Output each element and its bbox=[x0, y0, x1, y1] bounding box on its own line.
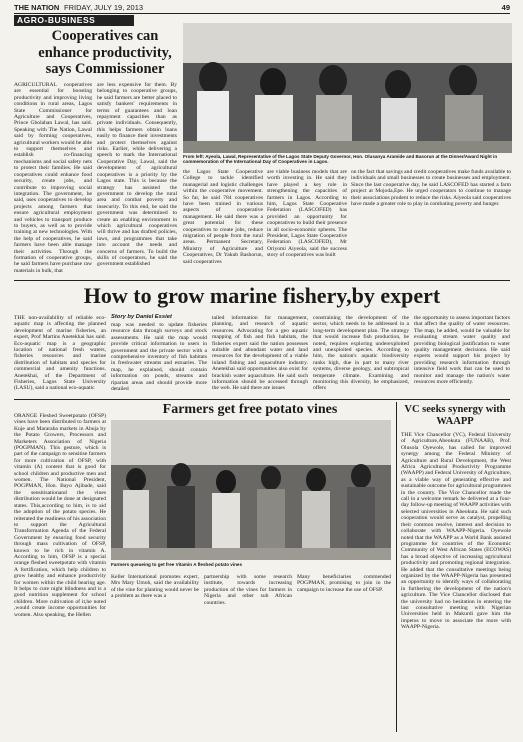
story3-col2: Keller International promotes expert, Mrs Mary Umoh, said the availability of the vine for planting would never be a problem as there was a bbox=[111, 574, 199, 600]
story3-headline: Farmers get free potato vines bbox=[162, 402, 338, 417]
section-label: AGRO-BUSINESS bbox=[17, 15, 96, 25]
masthead-rule bbox=[14, 13, 510, 14]
divider-2 bbox=[14, 399, 510, 400]
story3-col4: Many beneficiaries commended POGPMAN, promising to join in the campaign to increase the use of OFSP. bbox=[297, 574, 391, 593]
story3-col3: partnership with some research institute, towards increasing production of the vines for farmers in Nigeria and other sub African countries. bbox=[204, 574, 292, 606]
story3-col1: ORANGE Fleshed Sweetpotato (OFSP) vines have been distributed to farmers at Kuje and Mararaba markets in Abuja by the Potato Growers, Processors and Marketers Association of Nigeria (POGPMAN). This gesture, which is part of the campaign to sensitise farmers for more cultivation of OFSP, with vitamin (A) content that is good for school children and productive men and women. The National President, POGPMAN, Hon. Bayo Ajibade, said the sensitisationand the vines distribution would be done at designated states. This,according to him, is to aid the adoption of the potato species. He reiterated the readiness of his association to support the Agricultural Transformation Agenda of the Federal Government by ensuring food security through mass cultivation of OFSP, known to be rich in vitamin A. According to him, OFSP is a special orange fleshed sweetpotato with vitamin A fortification, which help children to grow healthy and enhance productivity for women within the child bearing age. It helps to cure night blindness and is a good nutrition supplement for school children. More cultivation of it,he noted ,would create income opportunities for women. Also speaking, the Hellen bbox=[14, 413, 106, 618]
story3-photo bbox=[111, 420, 391, 560]
masthead bbox=[14, 3, 510, 13]
page-number: 49 bbox=[501, 3, 510, 12]
story1-col1: AGRICULTURAL cooperatives are essential for boosting productivity and improving living conditions in rural areas, Lagos State Commissioner for Agriculture and Cooperatives, Prince Gbolahan Lawal, has said. Speaking with The Nation, Lawal said by forming cooperatives, agricultural workers would be able to support themselves and establish co-financing mechanisms and social safety nets to protect their families. He said cooperatives could enhance food security, create jobs, and contribute to improving social integration. The government, he said, uses cooperatives to develop projects among farmers that ensure agricultural employment and vehicles to transport produce to buyers, as well as to provide training at new technologies. With the help of cooperatives, he said farmers have been able manage their activities. Through the formation of cooperative groups, he said farmers have purchase raw materials in bulk, that bbox=[14, 82, 92, 274]
column-divider bbox=[396, 402, 397, 732]
paper-date: FRIDAY, JULY 19, 2013 bbox=[64, 3, 144, 12]
paper-name: THE NATION bbox=[14, 3, 60, 12]
story2-col4: constraining the development of the sector, which needs to be addressed in a long-term development plan. The strategy that would increase fish production, he noted, requires exploring underexploited and unexploited species. According to him, the nation's aquatic biodiversity ranks high, due in part to many river systems, diverse geology, and subtropical temperate climate. Examining and monitoring this diversity, he emphasized, offers bbox=[313, 315, 409, 392]
story1-photo bbox=[183, 23, 512, 153]
story1-col4: are viable business models that are worth investing in. He said they have played a key role in strengthening the capacities of farmers in Lagos. According to him, Lagos State Cooperative Federation (LASCOFED) has provided an opportunity for cooperatives to build their presence in all socio-economic spheres. The President, Lagos State Cooperative Federation (LASCOFED), Mr Oriyomi Aiyeola, said the success story of cooperatives was built bbox=[267, 169, 347, 259]
photo-people-image bbox=[183, 23, 512, 153]
story3-caption: Farmers queueing to get free Vitamin A fleshed potato vines bbox=[111, 562, 243, 567]
story1-col3: the Lagos State Cooperative College to tackle identified managerial and logistic challenges within the cooperative movement. So far, he said 784 cooperatives have been trained in various aspects of cooperative management. He said there was a great potential for these cooperatives to create jobs, reduce migration of people from the rural areas. Permanent Secretary, Ministry of Agriculture and Cooperatives, Dr Yakub Bashorun, said cooperatives bbox=[183, 169, 263, 265]
story2-col1: THE non-availability of reliable eco-aquatic map is affecting the planned development of marine fisheries, an expert, Prof Martins Anetekhai has said. Eco-aquatic map is a geographic location of national fresh waters, fisheries resources and marine distribution of habitats and species for commercial and amenity functions. Anetekhai, of the Department of Fisheries, Lagos State University (LASU), said a national eco-aquatic bbox=[14, 315, 106, 392]
divider-1 bbox=[14, 280, 510, 281]
story4-headline: VC seeks synergy with WAAPP bbox=[404, 404, 506, 427]
story2-byline: Story by Daniel Essiet bbox=[111, 314, 172, 320]
story1-caption: From left: Ayeola, Lawal, Representative of the Lagos State Deputy Governor, Hon. Olusanya Aramide and Basorun at the Dinner/Award Night in commemoration of the International Day of Cooperatives in Lagos. bbox=[183, 154, 498, 165]
story4-body: THE Vice Chancellor (VC), Federal University of Agriculture,Abeokuta (FUNAAB), Prof. Olusola Oyewole, has called for improved synergy among the Federal Ministry of Agriculture and Rural Development, the West Africa Agricultural Productivity Programme (WAAPP) and Federal University of Agriculture, as a viable way of generating effective and sustainable outcome for agricultural programmes in the country. The Vice Chancellor made the call in a welcome remark he delivered at a four-day follow-up meeting of WAAPP activities with selected universities in Abeokuta. He said such cooperation would serve as catalyst, propelling their common resolve, interest and decision to collaborate with WAAPP-Nigeria. Oyewole noted that the WAAPP as a World Bank assisted programme for countries of the Economic Community of West African States (ECOWAS) has a broad objective of increasing agricultural productivity and promoting regional integration. He added that the consultative meetings being organized by the WAAPP-Nigeria has presented an opportunity to identify ways of collaborating in furthering the development of the nation's agriculture. The Vice Chancellor disclosed that the university had no hesitation in entering the last consultative meeting with Nigerian Universities held in Makurdi gave him the impetus to move to associate the more with WAAPP-Nigeria. bbox=[401, 432, 511, 631]
story2-col3: tailed information for management, planning, and research of aquatic resources. Advocating for a geo aquatic mapping of fish and fish habitats, the fisheries expert said the nation possesses suitable and abundant water and land resources for the development of a viable inland fishing and aquaculture industry. Anetekhai said opportunities also exist for brackish water aquaculture. He said such information should be accessed through the web. He said there are issues bbox=[212, 315, 308, 392]
story2-col5: the opportunity to assess important factors that affect the quality of water resources. The map, he added, would be valuable for evaluating stream water quality and providing biological justification to water quality management decisions. He said experts would support his project by providing research information through intensive field work that can be used to monitor and manage the nation's water resources more efficiently. bbox=[414, 315, 510, 386]
story2-headline: How to grow marine fishery,by expert bbox=[83, 283, 441, 308]
story1-col5: on the fact that savings and credit cooperatives make funds available to individuals and small businesses to create businesses and employment. Since the last cooperative day, he said LASCOFED has started a farm project at Mojoda,Epe. He urged cooperators to continue to manage their associations prudent to reduce the risks. Aiyeola said cooperatives have made a greater role to play in combating poverty and hunger. bbox=[351, 169, 511, 208]
story1-col2: are less expensive for them. By belonging to cooperative groups, he said farmers are better placed to satisfy bankers' requirements in terms of guarantees and loan repayment capacities than as private individuals. Consequently, this helps farmers obtain loans easily to finance their investments and protect themselves against risks. Earlier, while delivering a speech to mark the International Cooperative Day, Lawal, said the development of agricultural cooperatives is a priority by the Lagos state. This is because the strategy has assisted the government to develop the rural area and combat poverty and insecurity. To this end, he said the government was determined to create an enabling environment in which agricultural cooperatives will thrive and has drafted policies, laws, and programmes that take into account the needs and concerns of farmers. To build the skills of cooperators, he said the government established bbox=[97, 82, 177, 268]
story1-headline: Cooperatives can enhance productivity, says Commissioner bbox=[38, 28, 172, 77]
story2-col2: map was needed to update fisheries resource data through surveys and stock assessments. He said the map would provide critical information to users in government and the private sector with a comprehensive inventory of fish habitats in freshwater streams and estuaries. The map, he explained, should contain information on ponds, streams and riparian areas and should provide more detailed bbox=[111, 322, 207, 393]
photo-crowd-image bbox=[111, 420, 391, 560]
